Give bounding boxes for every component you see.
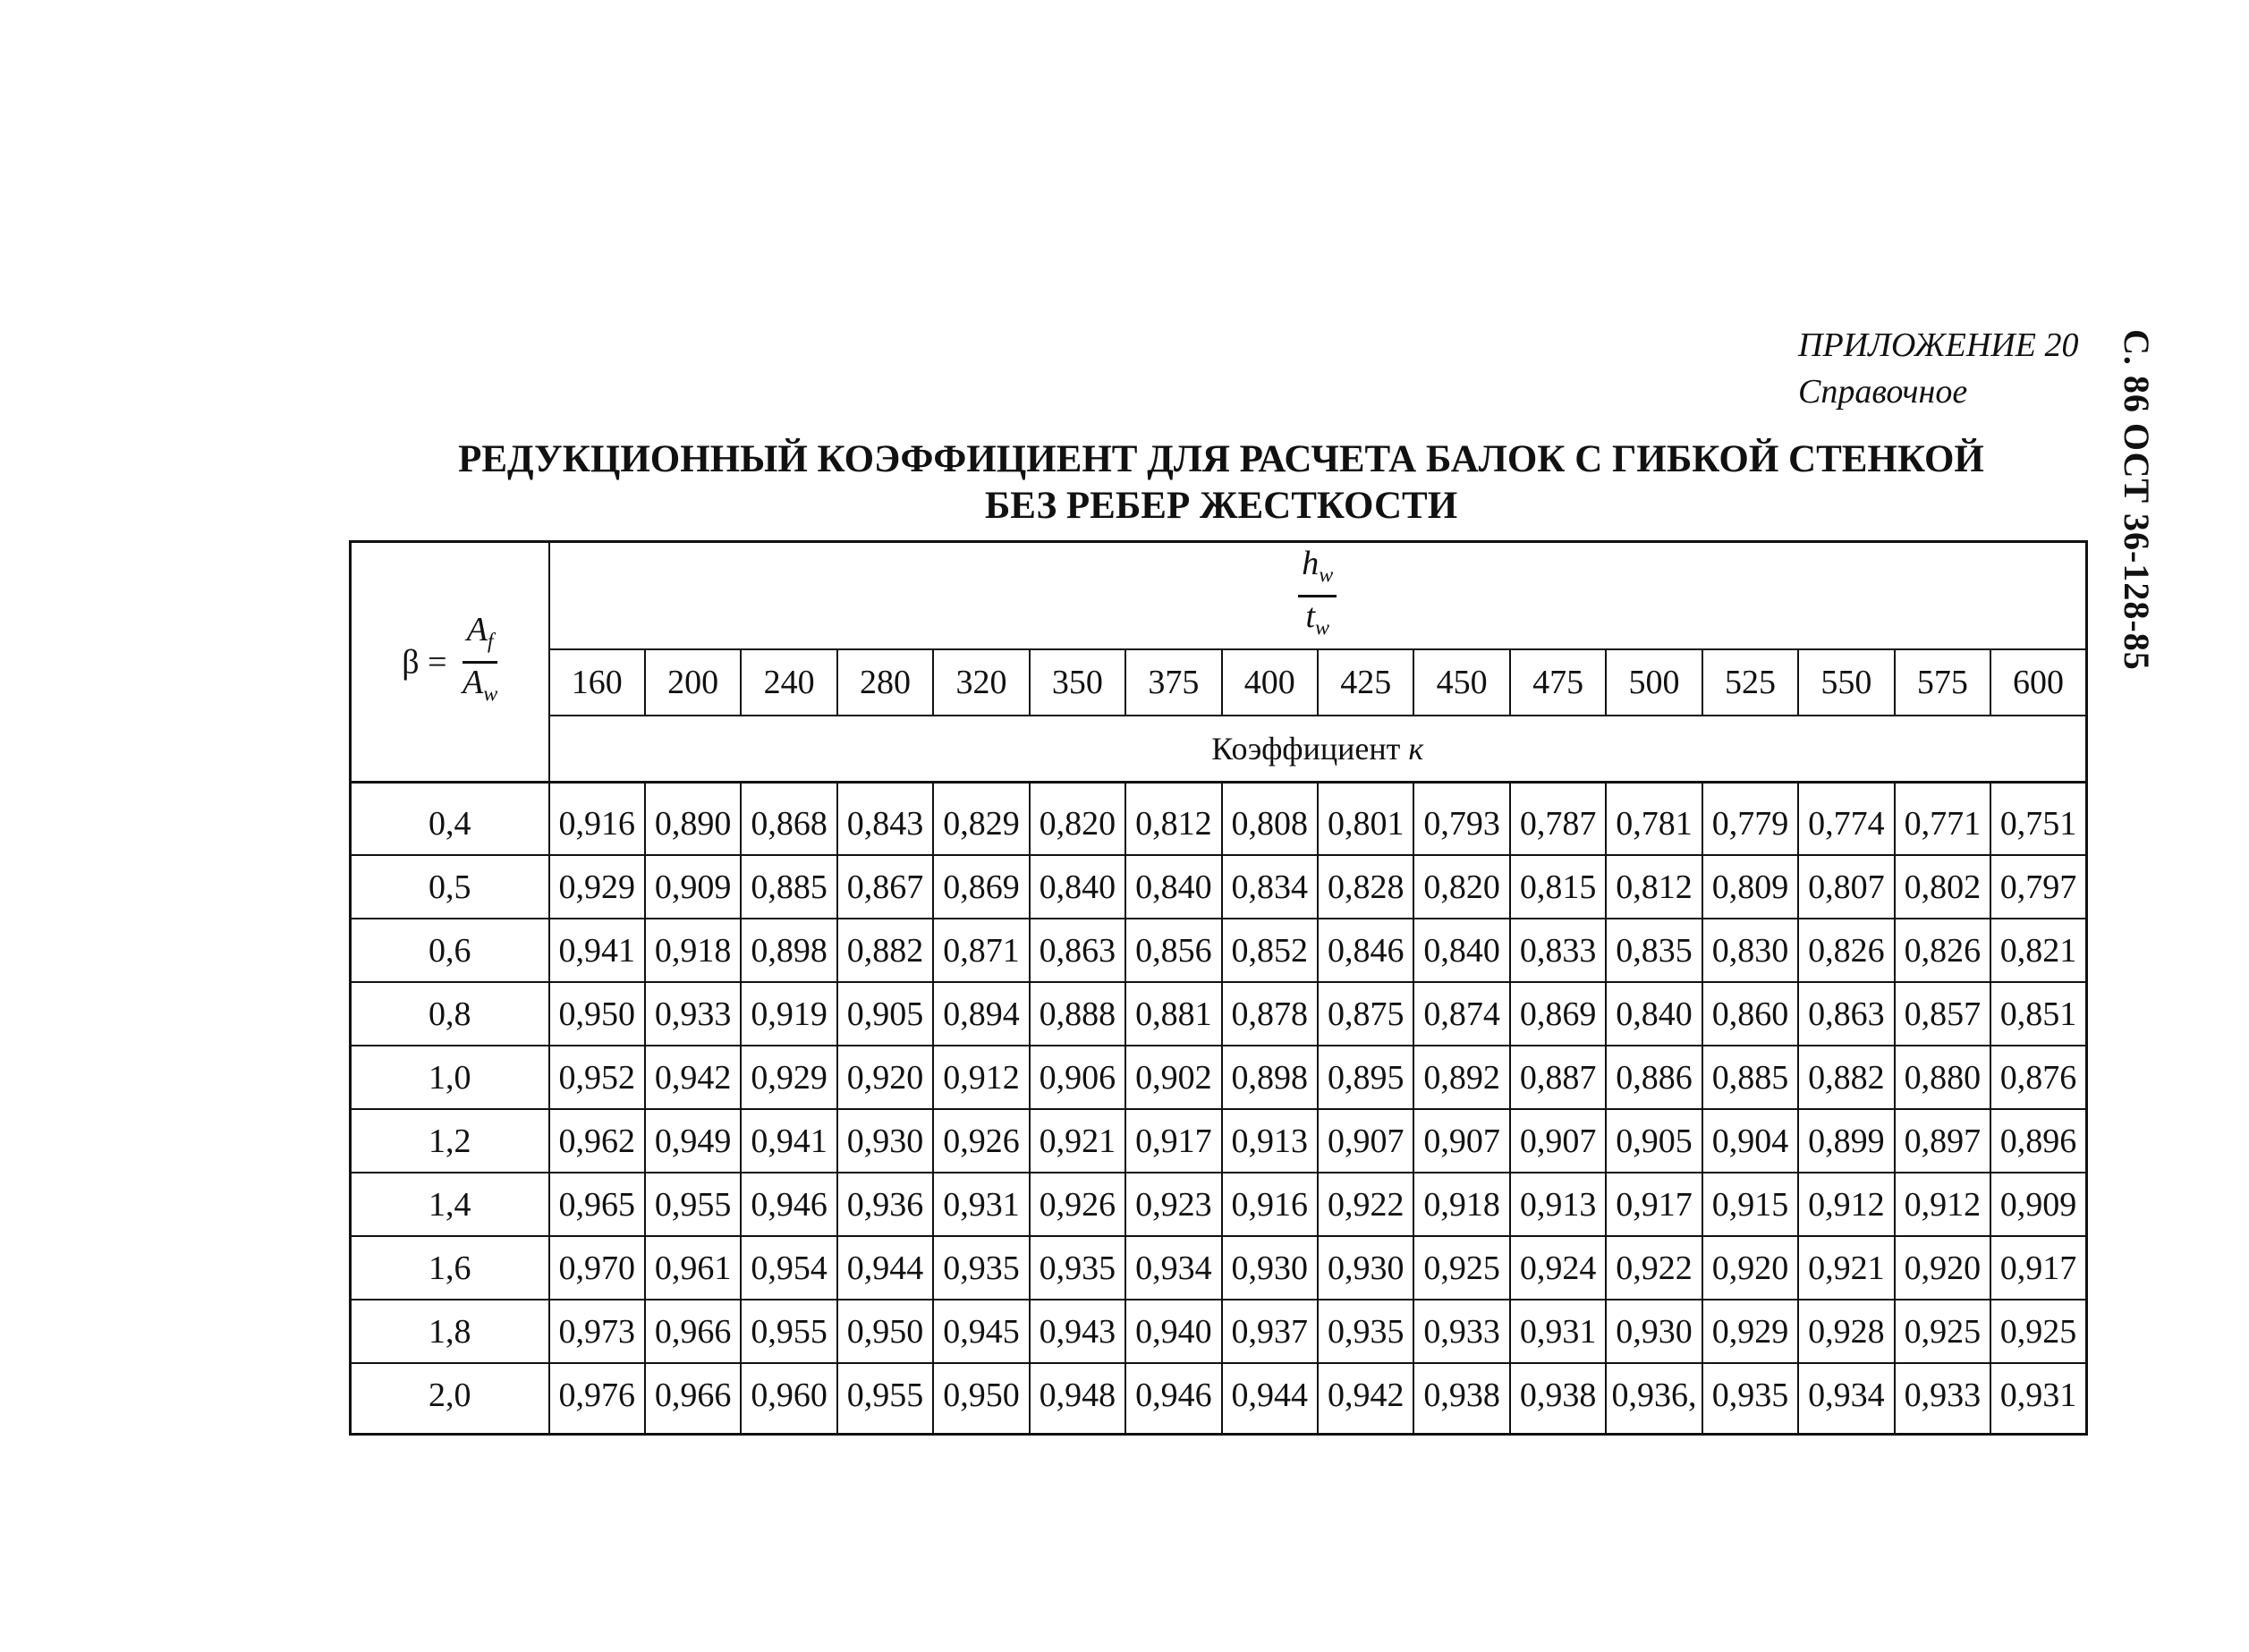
coefficient-cell: 0,925 (1895, 1300, 1990, 1363)
coefficient-cell: 0,929 (549, 855, 645, 919)
coefficient-cell: 0,881 (1125, 982, 1221, 1046)
coefficient-cell: 0,830 (1702, 919, 1798, 982)
coefficient-cell: 0,909 (645, 855, 741, 919)
column-header-row (351, 649, 2087, 716)
coefficient-cell: 0,976 (549, 1363, 645, 1435)
title-line-2: БЕЗ РЕБЕР ЖЕСТКОСТИ (984, 485, 1458, 527)
coefficient-cell: 0,887 (1510, 1046, 1606, 1109)
appendix-type: Справочное (1798, 373, 1968, 411)
coefficient-cell: 0,955 (837, 1363, 933, 1435)
coefficient-cell: 0,913 (1222, 1109, 1318, 1173)
coefficient-cell: 0,946 (741, 1173, 836, 1236)
coefficient-cell: 0,787 (1510, 783, 1606, 856)
coefficient-cell: 0,917 (1606, 1173, 1702, 1236)
coefficient-cell: 0,930 (1222, 1236, 1318, 1300)
beta-formula (402, 610, 498, 707)
column-header-375: 375 (1125, 649, 1221, 716)
coefficient-symbol: к (1408, 731, 1424, 767)
column-header-500: 500 (1606, 649, 1702, 716)
coefficient-cell: 0,930 (837, 1109, 933, 1173)
coefficient-cell: 0,950 (837, 1300, 933, 1363)
coefficient-cell: 0,916 (549, 783, 645, 856)
coefficient-cell: 0,807 (1798, 855, 1894, 919)
coefficient-cell: 0,863 (1030, 919, 1125, 982)
coefficient-cell: 0,941 (549, 919, 645, 982)
coefficient-cell: 0,929 (1702, 1300, 1798, 1363)
coefficient-cell: 0,874 (1413, 982, 1509, 1046)
coefficient-cell: 0,960 (741, 1363, 836, 1435)
table-row (351, 1300, 2087, 1363)
coefficient-cell: 0,905 (1606, 1109, 1702, 1173)
coefficient-cell: 0,938 (1413, 1363, 1509, 1435)
coefficient-cell: 0,933 (645, 982, 741, 1046)
coefficient-cell: 0,930 (1606, 1300, 1702, 1363)
column-header-475: 475 (1510, 649, 1606, 716)
coefficient-cell: 0,856 (1125, 919, 1221, 982)
coefficient-cell: 0,970 (549, 1236, 645, 1300)
coefficient-cell: 0,892 (1413, 1046, 1509, 1109)
beta-denominator: A (463, 663, 484, 701)
coefficient-cell: 0,926 (1030, 1173, 1125, 1236)
coefficient-cell: 0,954 (741, 1236, 836, 1300)
coefficient-cell: 0,882 (837, 919, 933, 982)
coefficient-cell: 0,888 (1030, 982, 1125, 1046)
coefficient-cell: 0,820 (1030, 783, 1125, 856)
column-header-425: 425 (1318, 649, 1413, 716)
coefficient-cell: 0,774 (1798, 783, 1894, 856)
coefficient-cell: 0,922 (1318, 1173, 1413, 1236)
appendix-heading (1798, 322, 2078, 415)
table-row (351, 1109, 2087, 1173)
coefficient-cell: 0,929 (741, 1046, 836, 1109)
coefficient-cell: 0,931 (933, 1173, 1029, 1236)
beta-value-cell: 0,5 (351, 855, 549, 919)
coefficient-cell: 0,950 (549, 982, 645, 1046)
coefficient-cell: 0,926 (933, 1109, 1029, 1173)
beta-fraction (463, 611, 497, 713)
coefficient-cell: 0,943 (1030, 1300, 1125, 1363)
coefficient-cell: 0,828 (1318, 855, 1413, 919)
coefficient-cell: 0,935 (1030, 1236, 1125, 1300)
coefficient-cell: 0,938 (1510, 1363, 1606, 1435)
coefficient-cell: 0,771 (1895, 783, 1990, 856)
appendix-label: ПРИЛОЖЕНИЕ 20 (1798, 326, 2079, 364)
beta-value-cell: 1,8 (351, 1300, 549, 1363)
coefficient-cell: 0,826 (1798, 919, 1894, 982)
hw-tw-fraction (1298, 545, 1337, 647)
column-header-450: 450 (1413, 649, 1509, 716)
coefficient-cell: 0,915 (1702, 1173, 1798, 1236)
coefficient-cell: 0,878 (1222, 982, 1318, 1046)
coefficient-cell: 0,851 (1990, 982, 2086, 1046)
coefficient-cell: 0,882 (1798, 1046, 1894, 1109)
coefficient-cell: 0,931 (1510, 1300, 1606, 1363)
coefficient-cell: 0,860 (1702, 982, 1798, 1046)
page-side-label: С. 86 ОСТ 36-128-85 (2117, 329, 2157, 671)
coefficient-cell: 0,935 (933, 1236, 1029, 1300)
beta-numerator: A (466, 610, 488, 648)
coefficient-cell: 0,961 (645, 1236, 741, 1300)
coefficient-cell: 0,919 (741, 982, 836, 1046)
coefficient-cell: 0,890 (645, 783, 741, 856)
coefficient-cell: 0,933 (1413, 1300, 1509, 1363)
coefficient-cell: 0,840 (1125, 855, 1221, 919)
coefficient-cell: 0,801 (1318, 783, 1413, 856)
coefficient-cell: 0,802 (1895, 855, 1990, 919)
table-row (351, 982, 2087, 1046)
coefficient-cell: 0,793 (1413, 783, 1509, 856)
coefficient-cell: 0,921 (1798, 1236, 1894, 1300)
coefficient-cell: 0,946 (1125, 1363, 1221, 1435)
coefficient-cell: 0,808 (1222, 783, 1318, 856)
coefficient-cell: 0,902 (1125, 1046, 1221, 1109)
coefficient-cell: 0,920 (837, 1046, 933, 1109)
coefficient-cell: 0,876 (1990, 1046, 2086, 1109)
document-title (349, 436, 2093, 529)
beta-symbol: β = (402, 643, 447, 681)
beta-value-cell: 1,0 (351, 1046, 549, 1109)
coefficient-label: Коэффициент (1211, 731, 1401, 767)
coefficient-cell: 0,871 (933, 919, 1029, 982)
coefficient-cell: 0,869 (933, 855, 1029, 919)
beta-value-cell: 0,6 (351, 919, 549, 982)
coefficient-cell: 0,930 (1318, 1236, 1413, 1300)
beta-numerator-sub: f (487, 630, 494, 654)
column-header-600: 600 (1990, 649, 2086, 716)
title-line-1: РЕДУКЦИОННЫЙ КОЭФФИЦИЕНТ ДЛЯ РАСЧЕТА БАЛОК С ГИБКОЙ СТЕНКОЙ (458, 438, 1984, 480)
coefficient-cell: 0,829 (933, 783, 1029, 856)
coefficient-cell: 0,922 (1606, 1236, 1702, 1300)
coefficient-cell: 0,797 (1990, 855, 2086, 919)
coefficient-cell: 0,940 (1125, 1300, 1221, 1363)
coefficient-cell: 0,928 (1798, 1300, 1894, 1363)
coefficient-cell: 0,934 (1798, 1363, 1894, 1435)
beta-denominator-sub: w (483, 682, 498, 707)
coefficient-cell: 0,905 (837, 982, 933, 1046)
table-row (351, 1173, 2087, 1236)
beta-value-cell: 0,8 (351, 982, 549, 1046)
column-header-160: 160 (549, 649, 645, 716)
coefficient-cell: 0,899 (1798, 1109, 1894, 1173)
coefficient-cell: 0,815 (1510, 855, 1606, 919)
coefficient-cell: 0,936 (837, 1173, 933, 1236)
coefficient-cell: 0,923 (1125, 1173, 1221, 1236)
coefficient-cell: 0,852 (1222, 919, 1318, 982)
coefficient-cell: 0,826 (1895, 919, 1990, 982)
coefficient-cell: 0,812 (1606, 855, 1702, 919)
coefficient-cell: 0,942 (1318, 1363, 1413, 1435)
coefficient-cell: 0,885 (1702, 1046, 1798, 1109)
column-header-350: 350 (1030, 649, 1125, 716)
coefficient-cell: 0,945 (933, 1300, 1029, 1363)
coefficient-cell: 0,907 (1413, 1109, 1509, 1173)
coefficient-cell: 0,812 (1125, 783, 1221, 856)
coefficient-cell: 0,948 (1030, 1363, 1125, 1435)
coefficient-cell: 0,840 (1606, 982, 1702, 1046)
coefficient-cell: 0,898 (1222, 1046, 1318, 1109)
table-row (351, 1046, 2087, 1109)
beta-value-cell: 2,0 (351, 1363, 549, 1435)
table-row (351, 1363, 2087, 1435)
table-body (351, 783, 2087, 1435)
coefficient-cell: 0,942 (645, 1046, 741, 1109)
coefficient-cell: 0,912 (933, 1046, 1029, 1109)
coefficient-cell: 0,950 (933, 1363, 1029, 1435)
hw-numerator: h (1302, 544, 1320, 582)
coefficient-cell: 0,916 (1222, 1173, 1318, 1236)
table-row (351, 1236, 2087, 1300)
coefficient-cell: 0,955 (741, 1300, 836, 1363)
coefficient-cell: 0,897 (1895, 1109, 1990, 1173)
column-header-200: 200 (645, 649, 741, 716)
column-header-400: 400 (1222, 649, 1318, 716)
beta-value-cell: 1,6 (351, 1236, 549, 1300)
coefficient-cell: 0,779 (1702, 783, 1798, 856)
coefficient-cell: 0,906 (1030, 1046, 1125, 1109)
coefficient-cell: 0,966 (645, 1300, 741, 1363)
coefficient-cell: 0,880 (1895, 1046, 1990, 1109)
coefficient-cell: 0,907 (1318, 1109, 1413, 1173)
hw-numerator-sub: w (1319, 563, 1334, 588)
coefficient-cell: 0,949 (645, 1109, 741, 1173)
coefficient-cell: 0,840 (1413, 919, 1509, 982)
coefficient-cell: 0,965 (549, 1173, 645, 1236)
beta-header-cell (351, 542, 549, 783)
coefficient-label-cell (549, 716, 2087, 783)
coefficient-cell: 0,904 (1702, 1109, 1798, 1173)
coefficient-cell: 0,952 (549, 1046, 645, 1109)
coefficient-cell: 0,834 (1222, 855, 1318, 919)
coefficient-cell: 0,868 (741, 783, 836, 856)
coefficient-cell: 0,875 (1318, 982, 1413, 1046)
coefficient-cell: 0,846 (1318, 919, 1413, 982)
tw-denominator-sub: w (1315, 616, 1330, 640)
beta-value-cell: 1,4 (351, 1173, 549, 1236)
table-row (351, 783, 2087, 856)
coefficient-cell: 0,809 (1702, 855, 1798, 919)
table-row (351, 855, 2087, 919)
coefficient-cell: 0,935 (1702, 1363, 1798, 1435)
coefficient-cell: 0,936, (1606, 1363, 1702, 1435)
column-header-575: 575 (1895, 649, 1990, 716)
coefficient-cell: 0,924 (1510, 1236, 1606, 1300)
coefficient-cell: 0,833 (1510, 919, 1606, 982)
coefficient-cell: 0,944 (1222, 1363, 1318, 1435)
coefficient-cell: 0,941 (741, 1109, 836, 1173)
coefficient-cell: 0,886 (1606, 1046, 1702, 1109)
column-header-240: 240 (741, 649, 836, 716)
beta-value-cell: 1,2 (351, 1109, 549, 1173)
hw-tw-header-cell (549, 542, 2087, 650)
column-header-550: 550 (1798, 649, 1894, 716)
coefficient-cell: 0,867 (837, 855, 933, 919)
coefficient-cell: 0,820 (1413, 855, 1509, 919)
coefficient-cell: 0,935 (1318, 1300, 1413, 1363)
coefficient-cell: 0,955 (645, 1173, 741, 1236)
coefficient-cell: 0,821 (1990, 919, 2086, 982)
coefficient-cell: 0,931 (1990, 1363, 2086, 1435)
coefficient-cell: 0,921 (1030, 1109, 1125, 1173)
coefficient-cell: 0,973 (549, 1300, 645, 1363)
coefficient-cell: 0,917 (1125, 1109, 1221, 1173)
coefficient-cell: 0,885 (741, 855, 836, 919)
coefficient-cell: 0,894 (933, 982, 1029, 1046)
coefficient-cell: 0,909 (1990, 1173, 2086, 1236)
coefficient-cell: 0,962 (549, 1109, 645, 1173)
coefficient-cell: 0,937 (1222, 1300, 1318, 1363)
coefficient-cell: 0,857 (1895, 982, 1990, 1046)
coefficient-cell: 0,843 (837, 783, 933, 856)
coefficient-cell: 0,898 (741, 919, 836, 982)
coefficient-cell: 0,840 (1030, 855, 1125, 919)
coefficient-cell: 0,944 (837, 1236, 933, 1300)
table-row (351, 919, 2087, 982)
coefficient-cell: 0,918 (1413, 1173, 1509, 1236)
coefficient-cell: 0,918 (645, 919, 741, 982)
coefficient-cell: 0,913 (1510, 1173, 1606, 1236)
coefficient-table (349, 540, 2088, 1436)
coefficient-cell: 0,925 (1413, 1236, 1509, 1300)
coefficient-cell: 0,835 (1606, 919, 1702, 982)
coefficient-cell: 0,925 (1990, 1300, 2086, 1363)
beta-value-cell: 0,4 (351, 783, 549, 856)
coefficient-cell: 0,907 (1510, 1109, 1606, 1173)
coefficient-cell: 0,863 (1798, 982, 1894, 1046)
coefficient-cell: 0,912 (1798, 1173, 1894, 1236)
tw-denominator: t (1305, 597, 1316, 635)
coefficient-cell: 0,895 (1318, 1046, 1413, 1109)
coefficient-cell: 0,966 (645, 1363, 741, 1435)
column-header-320: 320 (933, 649, 1029, 716)
column-header-280: 280 (837, 649, 933, 716)
coefficient-cell: 0,920 (1895, 1236, 1990, 1300)
coefficient-cell: 0,912 (1895, 1173, 1990, 1236)
coefficient-cell: 0,933 (1895, 1363, 1990, 1435)
coefficient-cell: 0,934 (1125, 1236, 1221, 1300)
column-header-525: 525 (1702, 649, 1798, 716)
coefficient-cell: 0,781 (1606, 783, 1702, 856)
coefficient-cell: 0,869 (1510, 982, 1606, 1046)
coefficient-cell: 0,917 (1990, 1236, 2086, 1300)
coefficient-cell: 0,896 (1990, 1109, 2086, 1173)
coefficient-cell: 0,920 (1702, 1236, 1798, 1300)
coefficient-cell: 0,751 (1990, 783, 2086, 856)
